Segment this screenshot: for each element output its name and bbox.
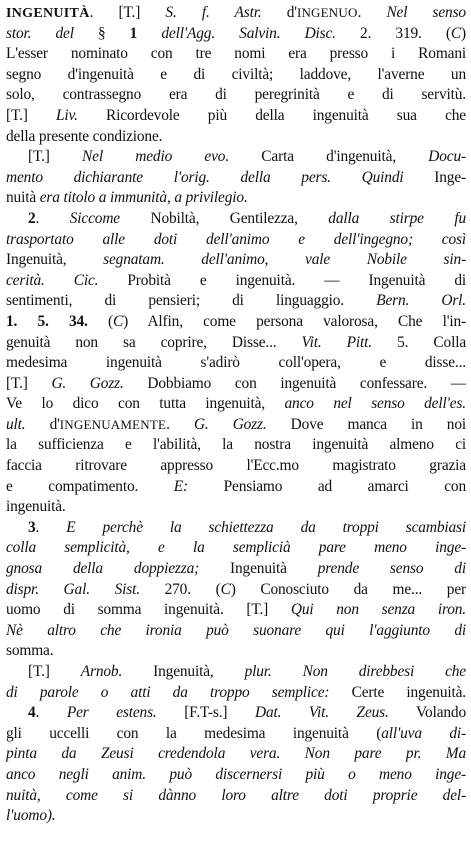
text-segment: G. Gozz. bbox=[193, 415, 267, 433]
entry-line bbox=[6, 127, 466, 148]
text-segment: [T.] bbox=[6, 374, 52, 392]
entry-line bbox=[6, 85, 466, 106]
text-segment: nuità, come si dànno loro altre doti proprie del- bbox=[6, 786, 466, 804]
text-segment: gnosa della doppiezza; bbox=[6, 560, 200, 578]
text-segment: Dobbiamo con ingenuità confessare. — bbox=[123, 374, 466, 392]
text-segment: C bbox=[220, 580, 231, 598]
text-segment: . bbox=[35, 704, 67, 722]
text-segment: . [T.] bbox=[89, 4, 166, 21]
text-segment: . bbox=[35, 209, 70, 227]
text-segment: Ricordevole più della ingenuità sua che bbox=[77, 106, 466, 124]
text-segment: uomo di somma ingenuità. [T.] bbox=[6, 601, 291, 619]
text-segment: dispr. Gal. Sist. bbox=[6, 580, 140, 598]
entry-line bbox=[6, 497, 466, 518]
text-segment: L'esser nominato con tre nomi era presso i Romani bbox=[6, 45, 466, 63]
entry-line bbox=[6, 683, 466, 704]
text-segment: Dove manca in noi bbox=[266, 415, 466, 433]
entry-line bbox=[6, 456, 466, 477]
text-segment: Volando bbox=[388, 704, 467, 722]
text-segment: della presente condizione. bbox=[6, 127, 163, 145]
text-segment: INGENUITÀ bbox=[6, 6, 90, 21]
entry-line bbox=[6, 641, 466, 662]
entry-line bbox=[6, 168, 466, 189]
text-segment: C bbox=[450, 24, 461, 42]
text-segment: [F.T-s.] bbox=[156, 704, 255, 722]
entry-line bbox=[6, 44, 466, 65]
text-segment: 1 bbox=[129, 24, 138, 42]
entry-line bbox=[6, 518, 466, 539]
text-segment: plur. Non direbbesi che bbox=[244, 663, 466, 680]
text-segment: Docu- bbox=[428, 148, 466, 166]
text-segment: l'uomo). bbox=[6, 807, 56, 825]
text-segment: Nè altro che ironia può suonare qui l'aggiunto di bbox=[6, 621, 466, 639]
text-segment: Carta d'ingenuità, bbox=[229, 148, 429, 166]
text-segment: faccia ritrovare appresso l'Ecc.mo magistrato grazia bbox=[6, 457, 466, 475]
text-segment: Liv. bbox=[56, 106, 78, 124]
entry-line bbox=[6, 188, 466, 209]
text-segment: Qui non senza iron. bbox=[290, 601, 466, 619]
text-segment: stor. del bbox=[6, 24, 74, 42]
text-segment: Vit. Pitt. bbox=[301, 333, 373, 351]
text-segment: Probità e ingenuità. — Ingenuità di bbox=[98, 271, 466, 289]
text-segment: era titolo a immunità, a privilegio. bbox=[39, 189, 248, 207]
text-segment: dalla stirpe fu bbox=[328, 209, 466, 227]
text-segment: § bbox=[73, 24, 130, 42]
entry-line bbox=[6, 24, 466, 45]
text-segment: prende senso di bbox=[317, 560, 466, 578]
text-segment: Pensiamo ad amarci con bbox=[188, 477, 466, 495]
text-segment: medesima ingenuità s'adirò coll'opera, e disse... bbox=[6, 354, 466, 372]
text-segment: Ve lo dico con tutta ingenuità, bbox=[6, 395, 285, 413]
text-segment: ) Alfin, come persona valorosa, Che l'in- bbox=[123, 312, 466, 330]
text-segment: . bbox=[35, 518, 67, 536]
entry-line bbox=[6, 703, 466, 724]
text-segment: sentimenti, di pensieri; di linguaggio. bbox=[6, 292, 377, 310]
text-segment: Certe ingenuità. bbox=[329, 683, 467, 701]
entry-line bbox=[6, 621, 466, 642]
text-segment: 2. 319. ( bbox=[335, 24, 451, 42]
text-segment: [T.] bbox=[28, 148, 83, 166]
text-segment: ult. bbox=[6, 415, 26, 433]
text-segment: 1. 5. 34. bbox=[6, 312, 88, 330]
entry-line bbox=[6, 106, 466, 127]
entry-line bbox=[6, 209, 466, 230]
dictionary-entry-ingenuita bbox=[6, 3, 466, 827]
entry-line bbox=[6, 786, 466, 807]
text-segment: Nobiltà, Gentilezza, bbox=[119, 209, 329, 227]
text-segment: anco nel senso dell'es. bbox=[284, 395, 466, 413]
text-segment: dell'Agg. Salvin. Disc. bbox=[137, 24, 336, 42]
text-segment: 2 bbox=[28, 209, 36, 227]
text-segment: 3 bbox=[28, 518, 36, 536]
text-segment: all'uva di- bbox=[381, 724, 467, 742]
text-segment: pinta da Zeusi credendola vera. Non pare pr. Ma bbox=[6, 745, 466, 763]
entry-line bbox=[6, 724, 466, 745]
text-segment: 5. Colla bbox=[372, 333, 466, 351]
text-segment: Ingenuità bbox=[199, 560, 318, 578]
text-segment: C bbox=[112, 312, 124, 330]
entry-line bbox=[6, 744, 466, 765]
entry-line bbox=[6, 271, 466, 292]
entry-line bbox=[6, 477, 466, 498]
text-segment: ingenuità. bbox=[6, 498, 66, 516]
text-segment: [T.] bbox=[28, 663, 81, 680]
entry-line bbox=[6, 580, 466, 601]
text-segment: . bbox=[166, 415, 194, 433]
text-segment: la sufficienza e l'abilità, la nostra ingenuità almeno ci bbox=[6, 436, 466, 454]
entry-line bbox=[6, 250, 466, 271]
text-segment: . bbox=[357, 4, 387, 21]
text-segment: Nel senso bbox=[386, 4, 466, 21]
text-segment: segno d'ingenuità e di civiltà; laddove, l'averne un bbox=[6, 65, 466, 83]
entry-line bbox=[6, 765, 466, 786]
text-segment: trasportato alle doti dell'animo e dell'ingegno; così bbox=[6, 230, 466, 248]
text-segment: ) Conosciuto da me... per bbox=[230, 580, 466, 598]
text-segment: Per estens. bbox=[66, 704, 157, 722]
entry-line bbox=[6, 538, 466, 559]
entry-line bbox=[6, 806, 466, 827]
entry-line bbox=[6, 333, 466, 354]
entry-line bbox=[6, 374, 466, 395]
text-segment: Nel medio evo. bbox=[82, 148, 230, 166]
text-segment: S. f. Astr. bbox=[165, 4, 262, 21]
text-segment: Arnob. bbox=[80, 663, 123, 680]
entry-line bbox=[6, 559, 466, 580]
text-segment: di parole o atti da troppo semplice: bbox=[6, 683, 330, 701]
entry-line bbox=[6, 600, 466, 621]
text-segment: Inge- bbox=[403, 168, 466, 186]
text-segment: E: bbox=[173, 477, 189, 495]
text-segment: d' bbox=[261, 4, 297, 21]
text-segment: G. Gozz. bbox=[51, 374, 124, 392]
entry-line bbox=[6, 65, 466, 86]
text-segment: [T.] bbox=[6, 106, 56, 124]
text-segment: gli uccelli con la medesima ingenuità ( bbox=[6, 724, 382, 742]
text-segment: mento dichiarante l'orig. della pers. Quindi bbox=[6, 168, 404, 186]
text-segment: d' bbox=[25, 415, 60, 433]
entry-line bbox=[6, 415, 466, 436]
entry-line bbox=[6, 312, 466, 333]
text-segment: INGENUAMENTE bbox=[59, 416, 167, 432]
text-segment: somma. bbox=[6, 642, 54, 660]
text-segment: 4 bbox=[28, 704, 36, 722]
text-segment: Ingenuità, bbox=[6, 251, 104, 269]
text-segment: Dat. Vit. Zeus. bbox=[254, 704, 389, 722]
text-segment: Bern. Orl. bbox=[376, 292, 466, 310]
entry-line bbox=[6, 147, 466, 168]
entry-line bbox=[6, 435, 466, 456]
text-segment: 270. ( bbox=[139, 580, 221, 598]
text-segment: cerità. Cic. bbox=[6, 271, 99, 289]
text-segment: E perchè la schiettezza da troppi scambiasi bbox=[66, 518, 467, 536]
text-segment: anco negli anim. può discernersi più o meno inge- bbox=[6, 765, 466, 783]
text-segment: solo, contrassegno era di peregrinità e di servitù. bbox=[6, 86, 466, 104]
text-segment: ) bbox=[461, 24, 466, 42]
text-segment: nuità bbox=[6, 189, 40, 207]
entry-line bbox=[6, 230, 466, 251]
text-segment: Ingenuità, bbox=[122, 663, 245, 680]
text-segment: segnatam. dell'animo, vale Nobile sin- bbox=[103, 251, 466, 269]
entry-line bbox=[6, 291, 466, 312]
text-segment: ( bbox=[87, 312, 113, 330]
text-segment: genuità non sa coprire, Disse... bbox=[6, 333, 302, 351]
entry-line bbox=[6, 662, 466, 683]
text-segment: colla semplicità, e la semplicià pare meno inge- bbox=[6, 539, 466, 557]
text-segment: Siccome bbox=[69, 209, 120, 227]
entry-line bbox=[6, 353, 466, 374]
entry-line bbox=[6, 394, 466, 415]
entry-line bbox=[6, 3, 466, 24]
text-segment: INGENUO bbox=[296, 5, 358, 20]
text-segment: e compatimento. bbox=[6, 477, 174, 495]
